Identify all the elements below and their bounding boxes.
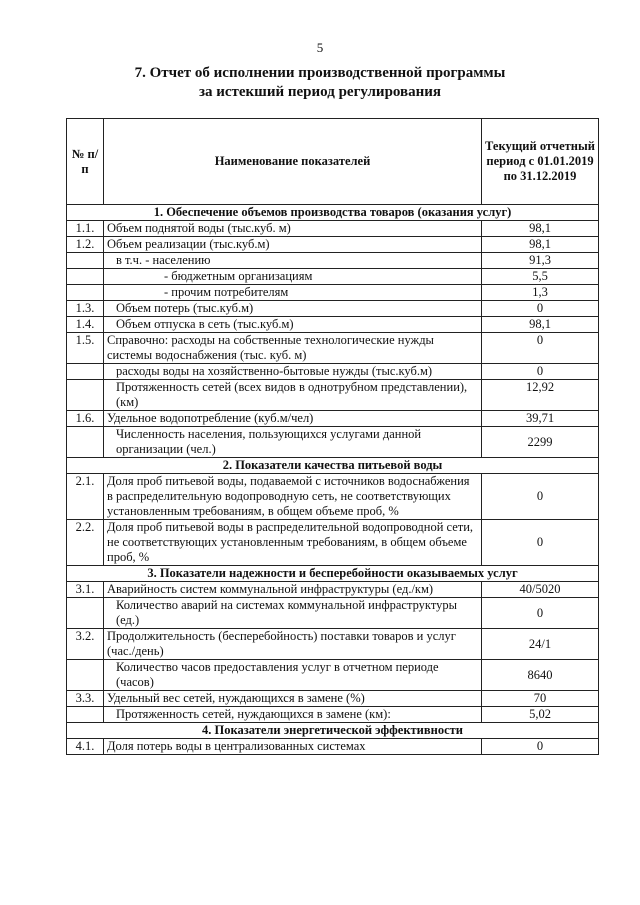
row-name: Объем реализации (тыс.куб.м) xyxy=(104,237,482,253)
table-row xyxy=(67,582,599,598)
row-name: Объем отпуска в сеть (тыс.куб.м) xyxy=(104,317,482,333)
row-name: Справочно: расходы на собственные технологические нужды системы водоснабжения (тыс. куб. м) xyxy=(104,333,482,364)
row-value: 0 xyxy=(482,598,599,629)
table-row xyxy=(67,520,599,566)
row-num: 1.1. xyxy=(67,221,104,237)
row-name: Продолжительность (бесперебойность) поставки товаров и услуг (час./день) xyxy=(104,629,482,660)
title-line-2: за истекший период регулирования xyxy=(198,84,442,100)
row-num: 4.1. xyxy=(67,739,104,755)
row-name: Удельное водопотребление (куб.м/чел) xyxy=(104,411,482,427)
section-title: 2. Показатели качества питьевой воды xyxy=(67,458,599,474)
section-row xyxy=(67,205,599,221)
table-row xyxy=(67,427,599,458)
row-name: Численность населения, пользующихся услугами данной организации (чел.) xyxy=(104,427,482,458)
row-value: 24/1 xyxy=(482,629,599,660)
row-value: 0 xyxy=(482,739,599,755)
row-value: 39,71 xyxy=(482,411,599,427)
table-row xyxy=(67,598,599,629)
row-name: - бюджетным организациям xyxy=(104,269,482,285)
row-name: Доля проб питьевой воды, подаваемой с источников водоснабжения в распределительную водопроводную сеть, не соответствующих установленным требованиям, в общем объеме проб, % xyxy=(104,474,482,520)
table-row xyxy=(67,380,599,411)
row-name: Объем потерь (тыс.куб.м) xyxy=(104,301,482,317)
section-title: 3. Показатели надежности и бесперебойности оказываемых услуг xyxy=(67,566,599,582)
row-num: 3.2. xyxy=(67,629,104,660)
section-row xyxy=(67,458,599,474)
row-value: 2299 xyxy=(482,427,599,458)
table-row xyxy=(67,629,599,660)
row-num: 1.4. xyxy=(67,317,104,333)
row-num: 2.2. xyxy=(67,520,104,566)
row-num: 3.3. xyxy=(67,691,104,707)
row-value: 98,1 xyxy=(482,221,599,237)
row-value: 40/5020 xyxy=(482,582,599,598)
table-row xyxy=(67,660,599,691)
row-value: 91,3 xyxy=(482,253,599,269)
table-row xyxy=(67,411,599,427)
section-title: 4. Показатели энергетической эффективности xyxy=(67,723,599,739)
row-name: Доля потерь воды в централизованных системах xyxy=(104,739,482,755)
row-value: 0 xyxy=(482,301,599,317)
table-row xyxy=(67,707,599,723)
row-value: 98,1 xyxy=(482,237,599,253)
table-row xyxy=(67,237,599,253)
row-value: 0 xyxy=(482,333,599,364)
row-value: 70 xyxy=(482,691,599,707)
row-value: 12,92 xyxy=(482,380,599,411)
row-name: Аварийность систем коммунальной инфраструктуры (ед./км) xyxy=(104,582,482,598)
row-name: Количество часов предоставления услуг в отчетном периоде (часов) xyxy=(104,660,482,691)
row-num: 1.6. xyxy=(67,411,104,427)
table-row xyxy=(67,333,599,364)
row-value: 0 xyxy=(482,474,599,520)
title-line-1: 7. Отчет об исполнении производственной программы xyxy=(134,65,506,81)
row-value: 1,3 xyxy=(482,285,599,301)
row-num: 3.1. xyxy=(67,582,104,598)
row-name: Объем поднятой воды (тыс.куб. м) xyxy=(104,221,482,237)
page-title xyxy=(0,64,640,102)
row-value: 5,5 xyxy=(482,269,599,285)
section-title: 1. Обеспечение объемов производства товаров (оказания услуг) xyxy=(67,205,599,221)
row-value: 0 xyxy=(482,520,599,566)
row-num: 1.3. xyxy=(67,301,104,317)
table-row xyxy=(67,691,599,707)
table-row xyxy=(67,474,599,520)
header-num: № п/п xyxy=(67,119,104,205)
row-name: - прочим потребителям xyxy=(104,285,482,301)
table-row xyxy=(67,221,599,237)
row-value: 5,02 xyxy=(482,707,599,723)
row-name: расходы воды на хозяйственно-бытовые нужды (тыс.куб.м) xyxy=(104,364,482,380)
row-name: Количество аварий на системах коммунальной инфраструктуры (ед.) xyxy=(104,598,482,629)
row-num: 1.5. xyxy=(67,333,104,364)
table-row xyxy=(67,364,599,380)
row-name: Протяженность сетей (всех видов в однотрубном представлении), (км) xyxy=(104,380,482,411)
row-name: Доля проб питьевой воды в распределительной водопроводной сети, не соответствующих установленным требованиям, в общем объеме проб, % xyxy=(104,520,482,566)
table-row xyxy=(67,739,599,755)
table-row xyxy=(67,253,599,269)
row-name: Удельный вес сетей, нуждающихся в замене (%) xyxy=(104,691,482,707)
section-row xyxy=(67,566,599,582)
page-number: 5 xyxy=(316,40,324,55)
table-row xyxy=(67,301,599,317)
header-name: Наименование показателей xyxy=(104,119,482,205)
row-num: 2.1. xyxy=(67,474,104,520)
row-num: 1.2. xyxy=(67,237,104,253)
header-period: Текущий отчетный период с 01.01.2019 по 31.12.2019 xyxy=(482,119,599,205)
table-row xyxy=(67,317,599,333)
section-row xyxy=(67,723,599,739)
row-value: 0 xyxy=(482,364,599,380)
table-row xyxy=(67,269,599,285)
report-table xyxy=(66,118,599,755)
row-name: в т.ч. - населению xyxy=(104,253,482,269)
table-row xyxy=(67,285,599,301)
row-value: 8640 xyxy=(482,660,599,691)
row-name: Протяженность сетей, нуждающихся в замене (км): xyxy=(104,707,482,723)
table-header xyxy=(67,119,599,205)
row-value: 98,1 xyxy=(482,317,599,333)
